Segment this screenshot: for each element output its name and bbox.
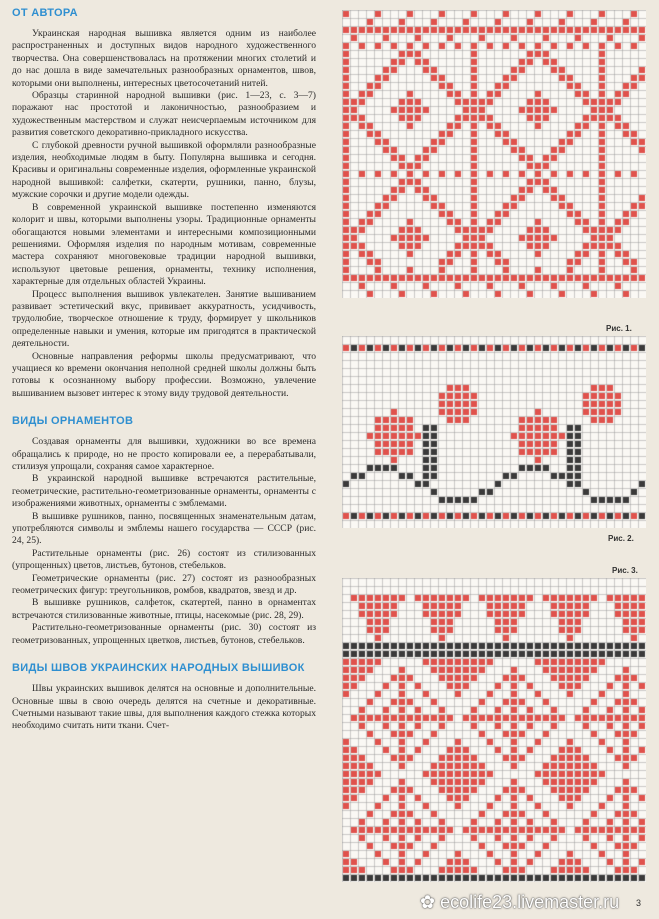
paragraph: Украинская народная вышивка является одним из наиболее распространенных и доступных видов народного художественного творчества. Она совершенствовалась на протяжении многих столетий и до нас дошла в виде замечательных разнообразных орнаментов, швов, которыми они выполнены, интересных цветосочетаний нитей. [12,28,316,89]
paragraph: Процесс выполнения вышивок увлекателен. Занятие вышиванием развивает эстетический вкус, прививает аккуратность, усидчивость, трудолюбие, творческое отношение к труду, формирует у школьников определенные навыки и умения, которые им пригодятся в практической деятельности. [12,288,316,350]
section-from-author [12,6,316,400]
page-number: 3 [636,898,642,908]
paragraph: Создавая орнаменты для вышивки, художники во все времена обращались к природе, но не просто копировали ее, а перерабатывали, стилизуя упрощали, сохраняя самое характерное. [12,436,316,472]
section-title: ВИДЫ ШВОВ УКРАИНСКИХ НАРОДНЫХ ВЫШИВОК [12,662,305,675]
figure-1-caption: Рис. 1. [606,324,632,333]
watermark: ✿ ecolife23.livemaster.ru [420,892,620,912]
figure-2-pattern [342,336,646,528]
paragraph: Швы украинских вышивок делятся на основные и дополнительные. Основные швы в свою очередь делятся на счетные и декоративные. Счетными называют такие швы, для выполнения каждого стежка которых необходимо считать нити ткани. Счет- [12,683,316,732]
embroidery-chart-3 [342,578,646,882]
paragraph: В вышивке рушников, салфеток, скатертей, панно в орнаментах встречаются стилизованные животные, птицы, насекомые (рис. 28, 29). [12,597,316,621]
paragraph: С глубокой древности ручной вышивкой оформляли разнообразные изделия, необходимые людям в быту. Популярна вышивка и сегодня. Красивы и оригинальны современные изделия, оформленные украинской народной вышивкой: салфетки, скатерти, рушники, панно, блузы, мужские сорочки и другие модели одежды. [12,139,316,201]
paragraph: Растительные орнаменты (рис. 26) состоят из стилизованных (упрощенных) цветов, листьев, бутонов, стебельков. [12,547,316,572]
paragraph: Геометрические орнаменты (рис. 27) состоят из разнообразных геометрических фигур: треугольников, ромбов, квадратов, звезд и др. [12,572,316,597]
paragraph: Растительно-геометризованные орнаменты (рис. 30) состоят из геометризованных, упрощенных цветков, листьев, бутонов, стебельков. [12,622,316,646]
section-ornament-types [12,414,316,647]
paragraph: В вышивке рушников, панно, посвященных знаменательным датам, употребляются символы и эмблемы нашего государства — СССР (рис. 24, 25). [12,510,316,547]
paragraph: В украинской народной вышивке встречаются растительные, геометрические, растительно-геометризованные орнаменты, орнаменты с изображениями животных, орнаменты с эмблемами. [12,473,316,510]
figure-3-pattern [342,578,646,882]
paragraph: В современной украинской вышивке постепенно изменяются колорит и швы, которыми выполнены узоры. Традиционные орнаменты обогащаются новыми элементами и интересными композиционными решениями. Оформляя изделия по народным мотивам, современные мастера сохраняют многовековые традиции народной вышивки, используют цветовые решения, орнаменты, технику исполнения, характерные для отдельных областей Украины. [12,201,316,288]
section-title: ОТ АВТОРА [12,7,78,19]
figure-3-caption: Рис. 3. [612,566,638,575]
figure-1-pattern [342,10,646,298]
embroidery-chart-2 [342,336,646,528]
text-column [12,6,316,747]
figure-2-caption: Рис. 2. [608,534,634,543]
section-stitch-types [12,661,316,733]
section-title: ВИДЫ ОРНАМЕНТОВ [12,415,134,428]
embroidery-chart-1 [342,10,646,298]
paragraph: Основные направления реформы школы предусматривают, что учащиеся ко времени окончания неполной средней школы должны быть готовы к осознанному выбору профессии. Возможно, увлечение вышиванием вызовет интерес к этому виду трудовой деятельности. [12,350,316,399]
paragraph: Образцы старинной народной вышивки (рис. 1—23, с. 3—7) поражают нас простотой и лаконичностью, разнообразием и художественным мастерством и служат неисчерпаемым источником для развития советского декоративно-прикладного искусства. [12,90,316,139]
